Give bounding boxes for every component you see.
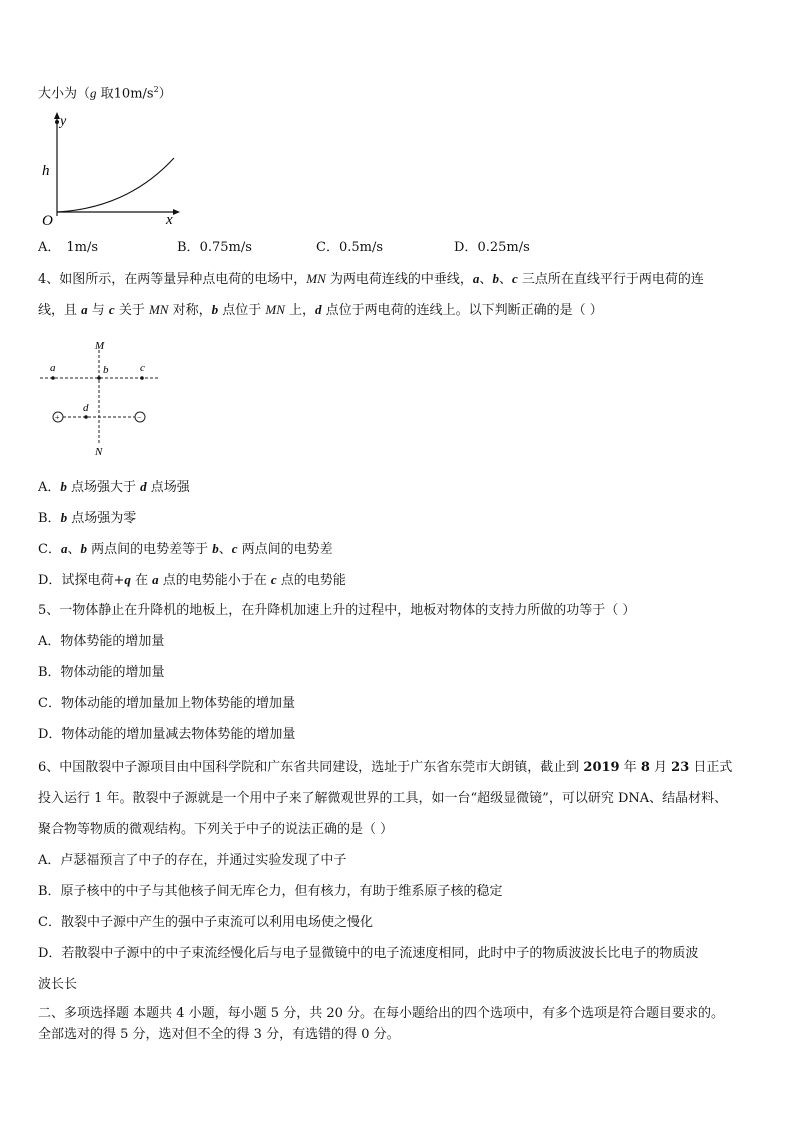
q6-stem-line2: 投入运行 1 年。散裂中子源就是一个用中子来了解微观世界的工具，如一台“超级显微镜”，可以研究 DNA、结晶材料、 [38,791,728,806]
q4-text: 两点间的电势差 [237,542,333,557]
q3-stem-suffix: ） [158,86,172,102]
q4-figure [38,336,168,460]
q4-label-c: c [140,362,145,374]
q3-graph-x-label: x [166,212,173,226]
q4-plus-charge: + [55,413,60,422]
q4-text: 点的电势能小于在 [158,573,271,588]
q4-var-mn: MN [306,271,326,286]
q3-option-letter: B． [177,240,200,255]
q4-var-a: a [81,302,88,317]
q3-stem-g: g [90,85,97,101]
q5-stem: 5、一物体静止在升降机的地板上，在升降机加速上升的过程中，地板对物体的支持力所做的功等于（ ） [38,603,636,618]
q4-label-a: a [50,362,56,374]
q3-option-text: 0.75m/s [199,240,252,255]
q4-label-d: d [83,402,89,414]
q4-var: b [212,541,219,556]
section2-header-line2: 全部选对的得 5 分，选对但不全的得 3 分，有选错的得 0 分。 [38,1027,400,1042]
q4-option-d[interactable] [38,572,346,589]
q4-text: 试探电荷+ [61,573,125,588]
q4-label-n: N [95,446,103,458]
q4-text: 4、如图所示，在两等量异种点电荷的电场中， [38,272,307,287]
q4-label-b: b [103,364,109,376]
q4-text: 点场强 [146,480,190,495]
q4-var: b [60,510,68,525]
q5-option-a[interactable]: A．物体势能的增加量 [38,634,165,649]
q4-label-m: M [95,340,105,352]
q4-var: c [231,541,238,556]
q4-option-letter: A． [38,480,61,495]
q4-text: 、 [67,542,81,557]
q4-text: 与 [87,303,109,318]
q4-option-c[interactable] [38,541,333,558]
q4-text: 、 [218,542,232,557]
q3-option-text: 0.25m/s [477,240,530,255]
q4-text: 、 [479,272,493,287]
q3-graph-origin-label: O [42,213,53,226]
q6-option-b[interactable]: B．原子核中的中子与其他核子间无库仑力，但有核力，有助于维系原子核的稳定 [38,884,503,899]
q3-option-d[interactable] [454,240,530,256]
q4-text: 点的电势能 [276,573,346,588]
q4-option-letter: D． [38,573,62,588]
q4-text: 、 [498,272,512,287]
q3-option-a[interactable] [38,240,98,256]
q4-text: 点位于 [218,303,266,318]
q4-var-mn: MN [148,302,169,317]
q6-text: 日正式 [689,760,733,775]
q4-var: q [124,572,131,587]
q6-option-a[interactable]: A．卢瑟福预言了中子的存在，并通过实验发现了中子 [38,853,347,868]
q3-graph-y-label: y [60,114,67,129]
q3-option-text: 0.5m/s [338,240,384,255]
q4-option-b[interactable] [38,510,136,527]
q6-option-d-continuation: 波长长 [38,977,78,992]
q4-text: 关于 [114,303,149,318]
q4-minus-charge: − [137,413,142,422]
q3-stem-sup: 2 [153,85,159,94]
q6-text: 月 [649,760,672,775]
q4-var: d [140,479,147,494]
q4-stem-line2 [38,302,603,319]
q6-month: 8 [640,760,650,775]
q4-var-mn: MN [265,302,285,317]
q4-option-a[interactable] [38,479,190,496]
q4-text: 为两电荷连线的中垂线， [325,272,473,287]
q4-var-b: b [492,271,499,286]
q6-day: 23 [671,760,690,775]
q4-text: 两点间的电势差等于 [86,542,213,557]
q4-var: a [152,572,159,587]
q4-option-letter: B． [38,511,61,526]
q4-var: c [270,572,277,587]
q3-option-c[interactable] [316,240,383,256]
q6-stem-line1 [38,760,732,776]
q4-text: 点场强大于 [66,480,141,495]
q3-stem [38,82,172,102]
q4-var-b: b [211,302,219,317]
q6-year: 2019 [583,760,620,775]
section2-header-line1: 二、多项选择题 本题共 4 小题，每小题 5 分，共 20 分。在每小题给出的四个选项中，有多个选项是符合题目要求的。 [38,1006,725,1021]
q4-text: 线，且 [38,303,82,318]
q3-option-text: 1m/s [66,240,99,255]
q4-text: 对称， [168,303,212,318]
q4-var-c: c [108,302,115,317]
q4-text: 三点所在直线平行于两电荷的连 [517,272,704,287]
q3-stem-prefix: 大小为（ [38,86,91,102]
q6-stem-line3: 聚合物等物质的微观结构。下列关于中子的说法正确的是（ ） [38,822,394,837]
q3-option-letter: A． [38,240,61,255]
q5-option-b[interactable]: B．物体动能的增加量 [38,665,165,680]
q3-stem-take: 取10m/s [96,86,154,102]
q4-text: 点场强为零 [67,511,137,526]
q3-option-letter: C． [316,240,339,255]
q6-text: 6、中国散裂中子源项目由中国科学院和广东省共同建设，选址于广东省东莞市大朗镇，截止到 [38,760,584,775]
q4-text: 上， [284,303,315,318]
q3-option-letter: D． [454,240,478,255]
q4-text: 点位于两电荷的连线上。以下判断正确的是（ ） [321,303,603,318]
q4-var-c: c [511,271,518,286]
q4-text: 在 [130,573,153,588]
q4-var: b [60,479,67,494]
q6-option-d[interactable]: D．若散裂中子源中的中子束流经慢化后与电子显微镜中的电子流速度相同，此时中子的物质波波长比电子的物质波 [38,946,699,961]
q3-option-b[interactable] [177,240,252,256]
q5-option-d[interactable]: D．物体动能的增加量减去物体势能的增加量 [38,727,296,742]
q4-var: a [60,541,68,556]
q5-option-c[interactable]: C．物体动能的增加量加上物体势能的增加量 [38,696,295,711]
q4-var-a: a [472,271,480,286]
q6-option-c[interactable]: C．散裂中子源中产生的强中子束流可以利用电场使之慢化 [38,915,373,930]
q4-option-letter: C． [38,542,61,557]
q3-graph-h-label: h [42,163,50,179]
q4-var-d: d [315,302,322,317]
q4-var: b [80,541,87,556]
q3-graph [38,108,183,226]
q6-text: 年 [619,760,641,775]
q4-stem-line1 [38,271,704,288]
